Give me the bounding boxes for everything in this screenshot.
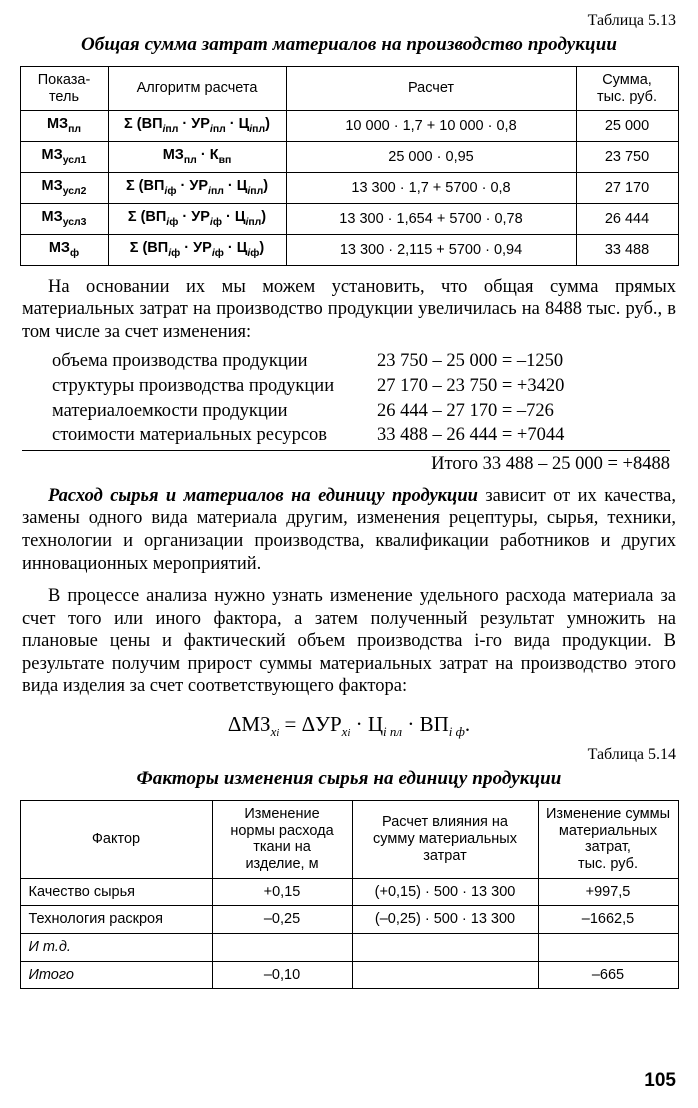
- cell-norm: –0,10: [212, 961, 352, 989]
- factor-label: материалоемкости продукции: [52, 400, 288, 421]
- cell-calc: [352, 961, 538, 989]
- table-row: [20, 173, 678, 204]
- table-row: [20, 142, 678, 173]
- table-row: [20, 934, 678, 962]
- cell-change: –1662,5: [538, 906, 678, 934]
- cell-change: +997,5: [538, 878, 678, 906]
- cell-algorithm: Σ $(ВП_{iф} \cdot УР_{iпл} \cdot Ц_{iпл})$: [108, 173, 286, 204]
- cell-factor: Технология раскроя: [20, 906, 212, 934]
- table-2-label: Таблица 5.14: [587, 746, 676, 764]
- table-1-label: Таблица 5.13: [587, 12, 676, 29]
- table-2-title: Факторы изменения сырья на единицу продукции: [136, 768, 562, 790]
- cell-algorithm: Σ $(ВП_{iпл} \cdot УР_{iпл} \cdot Ц_{iпл})$: [108, 111, 286, 142]
- cell-algorithm: Σ $(ВП_{iф} \cdot УР_{iф} \cdot Ц_{iф})$: [108, 234, 286, 265]
- cell-algorithm: $МЗ_{пл} \cdot К_{вп}$: [108, 142, 286, 173]
- table-row: [20, 204, 678, 235]
- list-item: [22, 349, 676, 374]
- cell-calc: 13 300 · 2,115 + 5700 · 0,94: [286, 234, 576, 265]
- cell-norm: [212, 934, 352, 962]
- factor-value: 33 488 – 26 444 = +7044: [377, 425, 565, 446]
- table-2-header-row: [20, 801, 678, 879]
- cell-sum: 33 488: [576, 234, 678, 265]
- table-row: [20, 111, 678, 142]
- cell-indicator: $МЗ_ф$: [20, 234, 108, 265]
- cell-calc: 25 000 · 0,95: [286, 142, 576, 173]
- table-row: [20, 878, 678, 906]
- cell-change: [538, 934, 678, 962]
- factor-label: стоимости материальных ресурсов: [52, 425, 328, 446]
- table-2-header-change: Изменение суммы материальных затрат, тыс. руб.: [538, 801, 678, 879]
- table-materials-cost: [20, 66, 679, 266]
- table-2-header-calc: Расчет влияния на сумму материальных затрат: [352, 801, 538, 879]
- table-row: [20, 906, 678, 934]
- factor-value: 26 444 – 27 170 = –726: [377, 400, 554, 421]
- cell-calc: (+0,15) · 500 · 13 300: [352, 878, 538, 906]
- list-item: [22, 423, 676, 448]
- paragraph-raw-material: [22, 485, 676, 575]
- table-1-header-algorithm: Алгоритм расчета: [108, 67, 286, 111]
- table-1-header-indicator: Показа- тель: [20, 67, 108, 111]
- cell-calc: 13 300 · 1,654 + 5700 · 0,78: [286, 204, 576, 235]
- paragraph-rest: зависит от их качества, замены одного вида материала другим, изменения рецептуры, сырья, техники, технологии и организации производства, квалификации работников и других инновационных мероприятий.: [22, 485, 676, 574]
- document-page: [0, 12, 698, 1108]
- factor-list: [22, 349, 676, 447]
- cell-calc: 10 000 · 1,7 + 10 000 · 0,8: [286, 111, 576, 142]
- cell-indicator: $МЗ_{усл2}$: [20, 173, 108, 204]
- list-item: [22, 399, 676, 424]
- table-change-factors: [20, 800, 679, 989]
- factor-value: 27 170 – 23 750 = +3420: [377, 376, 565, 397]
- table-1-title: Общая сумма затрат материалов на производство продукции: [80, 34, 618, 55]
- table-1-header-row: [20, 67, 678, 111]
- cell-sum: 25 000: [576, 111, 678, 142]
- page-number: 105: [644, 1070, 676, 1091]
- table-2-header-norm: Изменение нормы расхода ткани на изделие, м: [212, 801, 352, 879]
- cell-indicator: $МЗ_{усл1}$: [20, 142, 108, 173]
- cell-factor: Качество сырья: [20, 878, 212, 906]
- factor-value: 23 750 – 25 000 = –1250: [377, 351, 564, 372]
- cell-sum: 27 170: [576, 173, 678, 204]
- cell-calc: 13 300 · 1,7 + 5700 · 0,8: [286, 173, 576, 204]
- cell-change: –665: [538, 961, 678, 989]
- factor-total: Итого 33 488 – 25 000 = +8488: [22, 450, 670, 475]
- cell-indicator: $МЗ_{пл}$: [20, 111, 108, 142]
- cell-sum: 26 444: [576, 204, 678, 235]
- cell-factor: И т.д.: [20, 934, 212, 962]
- cell-calc: [352, 934, 538, 962]
- paragraph-analysis-process: В процессе анализа нужно узнать изменение удельного расхода материала за счет того или иного фактора, а затем полученный результат умножить на плановые цены и фактический объем производства i-го вида продукции. В результате получим прирост суммы материальных затрат на производство этого вида изделия за счет соответствующего фактора:: [22, 586, 676, 697]
- factor-label: структуры производства продукции: [52, 376, 335, 397]
- factor-label: объема производства продукции: [52, 351, 308, 372]
- table-1-header-sum: Сумма, тыс. руб.: [576, 67, 678, 111]
- table-2-header-factor: Фактор: [20, 801, 212, 879]
- table-row: [20, 961, 678, 989]
- paragraph-analysis-intro: На основании их мы можем установить, что общая сумма прямых материальных затрат на производство продукции увеличилась на 8488 тыс. руб., в том числе за счет изменения:: [22, 276, 676, 342]
- cell-sum: 23 750: [576, 142, 678, 173]
- cell-norm: +0,15: [212, 878, 352, 906]
- formula-delta-mz: $\Delta МЗ_{xi} = \Delta УР_{xi} \cdot Ц_{i пл} \cdot ВП_{i ф}$.: [227, 711, 471, 740]
- table-1-header-calc: Расчет: [286, 67, 576, 111]
- cell-norm: –0,25: [212, 906, 352, 934]
- cell-indicator: $МЗ_{усл3}$: [20, 204, 108, 235]
- list-item: [22, 374, 676, 399]
- cell-algorithm: Σ $(ВП_{iф} \cdot УР_{iф} \cdot Ц_{iпл})$: [108, 204, 286, 235]
- paragraph-lead: Расход сырья и материалов на единицу продукции: [48, 485, 478, 506]
- table-row: [20, 234, 678, 265]
- cell-calc: (–0,25) · 500 · 13 300: [352, 906, 538, 934]
- cell-factor: Итого: [20, 961, 212, 989]
